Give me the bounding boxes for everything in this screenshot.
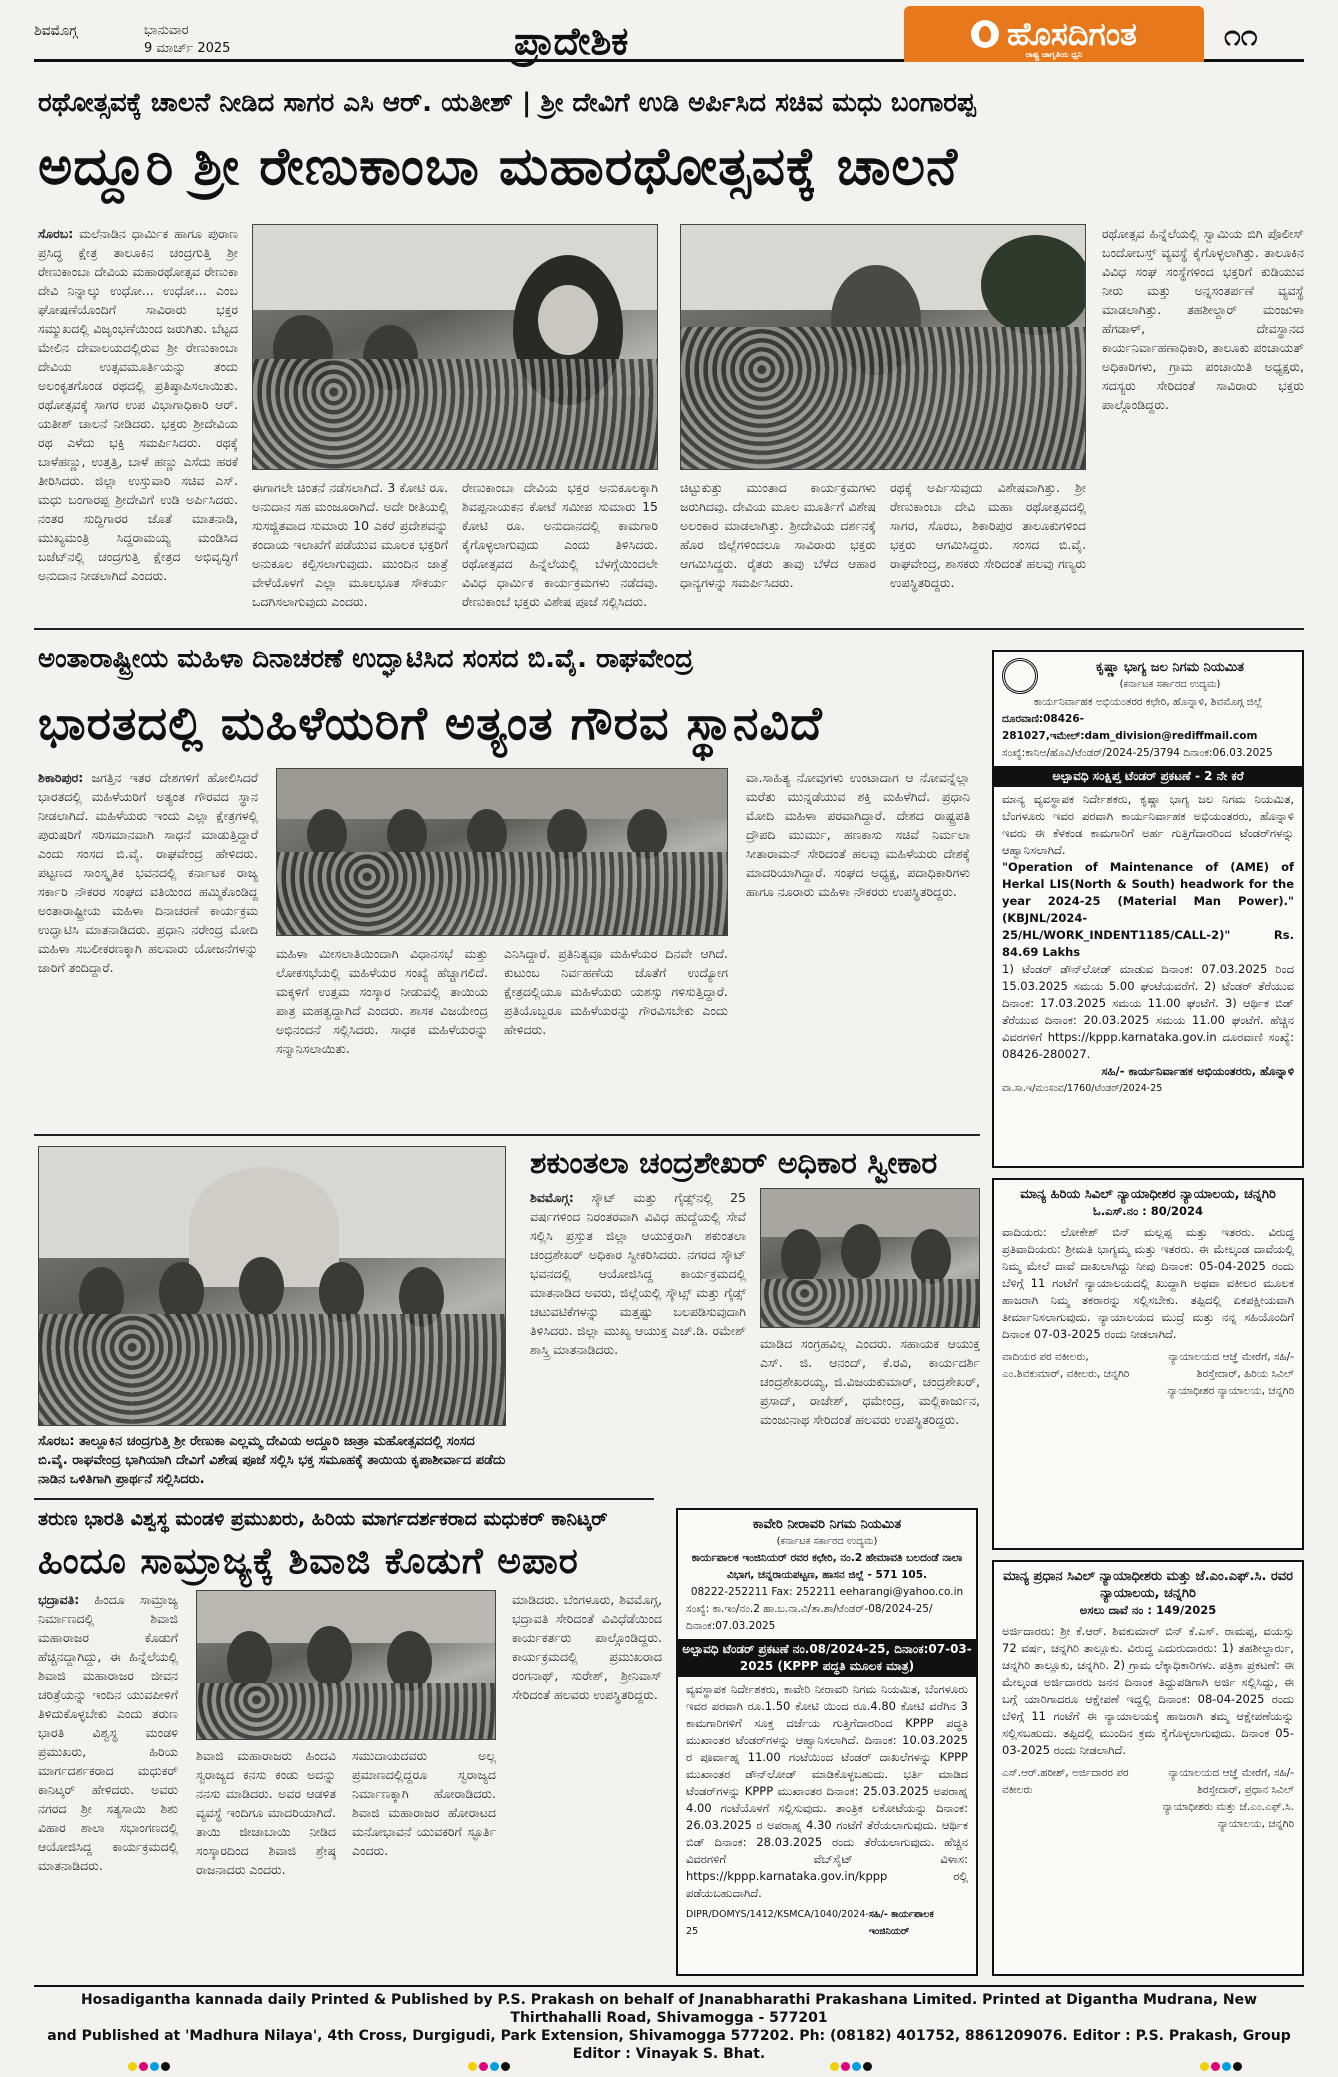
story1-dateline: ಸೊರಬ: (38, 226, 74, 241)
registration-marks (1200, 2062, 1242, 2071)
day-label: ಭಾನುವಾರ (144, 23, 189, 38)
divider (34, 628, 1304, 630)
story4-col1-text: ಹಿಂದೂ ಸಾಮ್ರಾಜ್ಯ ನಿರ್ಮಾಣದಲ್ಲಿ ಶಿವಾಜಿ ಮಹಾರಾಜರ ಕೊಡುಗೆ ಹೆಚ್ಚಿನದ್ದಾಗಿದ್ದು, ಈ ಹಿನ್ನೆಲೆಯಲ್ಲಿ ಶಿವಾಜಿ ಮಹಾರಾಜರ ಜೀವನ ಚರಿತ್ರೆಯನ್ನು ಇಂದಿನ ಯುವಪೀಳಿಗೆ ತಿಳಿದುಕೊಳ್ಳಬೇಕು ಎಂದು ತರುಣ ಭಾರತಿ ವಿಶ್ವಸ್ಥ ಮಂಡಳಿ ಪ್ರಮುಖರು, ಹಿರಿಯ ಮಾರ್ಗದರ್ಶಕರಾದ ಮಧುಕರ್ ಕಾನಿಟ್ಕರ್ ಹೇಳಿದರು. ಅವರು ನಗರದ ಶ್ರೀ ಸತ್ಯಸಾಯಿ ಶಿಶು ವಿಹಾರ ಶಾಲಾ ಸಭಾಂಗಣದಲ್ಲಿ ಆಯೋಜಿಸಿದ್ದ ಕಾರ್ಯಕ್ರಮದಲ್ಲಿ ಮಾತನಾಡಿದರು. (38, 1592, 178, 1873)
photo-womens-day (276, 768, 728, 936)
story2-dateline: ಶಿಕಾರಿಪುರ: (38, 770, 84, 785)
story2-kicker: ಅಂತಾರಾಷ್ಟ್ರೀಯ ಮಹಿಳಾ ದಿನಾಚರಣೆ ಉದ್ಘಾಟಿಸಿದ ಸಂಸದ ಬಿ.ವೈ. ರಾಘವೇಂದ್ರ (38, 644, 694, 674)
story1-column-6: ರಥೋತ್ಸವ ಹಿನ್ನೆಲೆಯಲ್ಲಿ ಸ್ವಾಮಿಯ ಬಿಗಿ ಪೊಲೀಸ್ ಬಂದೋಬಸ್ತ್ ವ್ಯವಸ್ಥೆ ಕೈಗೊಳ್ಳಲಾಗಿತ್ತು. ತಾಲೂಕಿನ ವಿವಿಧ ಸಂಘ ಸಂಸ್ಥೆಗಳಿಂದ ಭಕ್ತರಿಗೆ ಕುಡಿಯುವ ನೀರು ಮತ್ತು ಅನ್ನಸಂತರ್ಪಣೆ ವ್ಯವಸ್ಥೆ ಮಾಡಲಾಗಿತ್ತು. ತಹಶೀಲ್ದಾರ್ ಮಂಜುಳಾ ಹೆಗಡಾಳ್, ದೇವಸ್ಥಾನದ ಕಾರ್ಯನಿರ್ವಾಹಣಾಧಿಕಾರಿ, ತಾಲೂಕು ಪಂಚಾಯತ್ ಅಧಿಕಾರಿಗಳು, ಗ್ರಾಮ ಪಂಚಾಯಿತಿ ಅಧ್ಯಕ್ಷರು, ಸದಸ್ಯರು ಸೇರಿದಂತೆ ಸಾವಿರಾರು ಭಕ್ತರು ಪಾಲ್ಗೊಂಡಿದ್ದರು. (1102, 226, 1304, 412)
tender1-bar: ಅಲ್ಪಾವಧಿ ಸಂಕ್ಷಿಪ್ತ ಟೆಂಡರ್ ಪ್ರಕಟಣೆ - 2 ನೇ ಕರೆ (994, 766, 1302, 787)
photo-scouts-charge (760, 1188, 980, 1328)
tender-notice-kbjnl (992, 650, 1304, 1168)
story1-headline: ಅದ್ದೂರಿ ಶ್ರೀ ರೇಣುಕಾಂಬಾ ಮಹಾರಥೋತ್ಸವಕ್ಕೆ ಚಾಲನೆ (38, 136, 959, 197)
story4-kicker: ತರುಣ ಭಾರತಿ ವಿಶ್ವಸ್ಥ ಮಂಡಳಿ ಪ್ರಮುಖರು, ಹಿರಿಯ ಮಾರ್ಗದರ್ಶಕರಾದ ಮಧುಕರ್ ಕಾನಿಟ್ಕರ್ (38, 1508, 608, 1530)
court-notice-149 (992, 1560, 1304, 1976)
story4-column-4: ಮಾಡಿದರು. ಬೆಂಗಳೂರು, ಶಿವಮೊಗ್ಗ, ಭದ್ರಾವತಿ ಸೇರಿದಂತೆ ವಿವಿಧೆಡೆಯಿಂದ ಕಾರ್ಯಕರ್ತರು ಪಾಲ್ಗೊಂಡಿದ್ದರು. ಕಾರ್ಯಕ್ರಮದಲ್ಲಿ ಪ್ರಮುಖರಾದ ರಂಗನಾಥ್, ಸುರೇಶ್, ಶ್ರೀನಿವಾಸ್ ಸೇರಿದಂತೆ ಹಲವರು ಉಪಸ್ಥಿತರಿದ್ದರು. (512, 1592, 662, 1702)
story3-headline: ಶಕುಂತಲಾ ಚಂದ್ರಶೇಖರ್ ಅಧಿಕಾರ ಸ್ವೀಕಾರ (530, 1146, 938, 1181)
story2-column-4: ವಾ.ಸಾಹಿತ್ಯ ನೋವುಗಳು ಉಂಟಾದಾಗ ಆ ನೋವನ್ನೆಲ್ಲಾ ಮರೆತು ಮುನ್ನಡೆಯುವ ಶಕ್ತಿ ಮಹಿಳೆಗಿದೆ. ಪ್ರಧಾನಿ ಮೋದಿ ಮಹಿಳಾ ಪರವಾಗಿದ್ದಾರೆ. ದೇಶದ ರಾಷ್ಟ್ರಪತಿ ದ್ರೌಪದಿ ಮುರ್ಮು, ಹಣಕಾಸು ಸಚಿವೆ ನಿರ್ಮಲಾ ಸೀತಾರಾಮನ್ ಸೇರಿದಂತೆ ಹಲವು ಮಹಿಳೆಯರು ದೇಶಕ್ಕೆ ಮಾದರಿಯಾಗಿದ್ದಾರೆ. ಸಂಘದ ಅಧ್ಯಕ್ಷ, ಪದಾಧಿಕಾರಿಗಳು ಹಾಗೂ ನೂರಾರು ಮಹಿಳಾ ನೌಕರರು ಉಪಸ್ಥಿತರಿದ್ದರು. (746, 770, 970, 899)
notice2-sign-right: ನ್ಯಾಯಾಲಯದ ಆಜ್ಞೆ ಮೇರೆಗೆ, ಸಹಿ/-ಶಿರಸ್ತೇದಾರ್, ಪ್ರಧಾನ ಸಿವಿಲ್ ನ್ಯಾಯಾಧೀಶರು ಮತ್ತು ಜೆ.ಎಂ.ಎಫ್.ಸಿ. ನ್ಯಾಯಾಲಯ, ಚನ್ನಗಿರಿ (1162, 1767, 1294, 1830)
registration-marks (468, 2062, 510, 2071)
tender1-signature: ಸಹಿ/- ಕಾರ್ಯನಿರ್ವಾಹಕ ಅಭಿಯಂತರರು, ಹೊನ್ನಾಳಿ (1101, 1064, 1294, 1078)
notice2-sign-left: ಎಸ್.ಆರ್.ಹರೀಶ್, ಅರ್ಜಿದಾರರ ಪರ ವಕೀಲರು (1002, 1767, 1129, 1796)
tender1-dates: 1) ಟೆಂಡರ್ ಡೌನ್‌ಲೋಡ್ ಮಾಡುವ ದಿನಾಂಕ: 07.03.2025 ರಿಂದ 15.03.2025 ಸಮಯ 5.00 ಘಂಟೆಯವರೆಗೆ. 2) ಟೆಂಡರ್ ತೆರೆಯುವ ದಿನಾಂಕ: 17.03.2025 ಸಮಯ 11.00 ಘಂಟೆಗೆ. 3) ಆರ್ಥಿಕ ಬಿಡ್ ತೆರೆಯುವ ದಿನಾಂಕ: 20.03.2025 ಸಮಯ 11.00 ಘಂಟೆಗೆ. ಹೆಚ್ಚಿನ ವಿವರಗಳಿಗೆ https://kppp.karnataka.gov.in ದೂರವಾಣಿ ಸಂಖ್ಯೆ: 08426-280027. (1002, 962, 1294, 1061)
notice1-sign-right: ನ್ಯಾಯಾಲಯದ ಆಜ್ಞೆ ಮೇರೆಗೆ, ಸಹಿ/-ಶಿರಸ್ತೇದಾರ್, ಹಿರಿಯ ಸಿವಿಲ್ ನ್ಯಾಯಾಧೀಶರ ನ್ಯಾಯಾಲಯ, ಚನ್ನಗಿರಿ (1167, 1351, 1294, 1397)
divider (34, 1498, 654, 1500)
caption-dateline: ಸೊರಬ: (38, 1434, 75, 1449)
story1-column-1 (38, 224, 238, 616)
tender2-signature: ಸಹಿ/- ಕಾರ್ಯಪಾಲಕ ಇಂಜಿನಿಯರ್ (868, 1909, 934, 1937)
tender2-office: ಕಾರ್ಯಪಾಲಕ ಇಂಜಿನಿಯರ್ ರವರ ಕಛೇರಿ, ನಂ.2 ಹೇಮಾವತಿ ಬಲದಂಡೆ ನಾಲಾ ವಿಭಾಗ, ಚನ್ನರಾಯಪಟ್ಟಣ, ಹಾಸನ ಜಿಲ್ಲೆ - 571 105. (691, 1552, 963, 1581)
tender1-phone: ದೂರವಾಣಿ:08426-281027,ಇಮೇಲ್:dam_division@rediffmail.com (1002, 713, 1258, 742)
tender1-header (1002, 658, 1294, 694)
story1-col1-text: ಮಲೆನಾಡಿನ ಧಾರ್ಮಿಕ ಹಾಗೂ ಪುರಾಣ ಪ್ರಸಿದ್ಧ ಕ್ಷೇತ್ರ ತಾಲೂಕಿನ ಚಂದ್ರಗುತ್ತಿ ಶ್ರೀ ರೇಣುಕಾಂಬಾ ದೇವಿಯ ಮಹಾರಥೋತ್ಸವ ರೇಣುಕಾ ದೇವಿ ನಿನ್ನಾಲ್ಕು ಉಧೋ... ಉಧೋ... ಎಂಬ ಘೋಷಣೆಯೊಂದಿಗೆ ಸಾವಿರಾರು ಭಕ್ತರ ಸಮ್ಮುಖದಲ್ಲಿ ವಿಜೃಂಭಣೆಯಿಂದ ಜರುಗಿತು. ಬೆಟ್ಟದ ಮೇಲಿನ ದೇವಾಲಯದಲ್ಲಿರುವ ಶ್ರೀ ರೇಣುಕಾಂಬಾ ದೇವಿಯ ಉತ್ಸವಮೂರ್ತಿಯನ್ನು ತಂದು ಅಲಂಕೃತಗೊಂಡ ರಥದಲ್ಲಿ ಪ್ರತಿಷ್ಠಾಪಿಸಲಾಯಿತು. ರಥೋತ್ಸವಕ್ಕೆ ಸಾಗರ ಉಪ ವಿಭಾಗಾಧಿಕಾರಿ ಆರ್. ಯತೀಶ್ ಚಾಲನೆ ನೀಡಿದರು. ಭಕ್ತರು ಶ್ರೀದೇವಿಯ ರಥ ಎಳೆದು ಭಕ್ತಿ ಸಮರ್ಪಿಸಿದರು. ರಥಕ್ಕೆ ಬಾಳೆಹಣ್ಣು, ಉತ್ತತ್ತಿ, ಬಾಳೆ ಹಣ್ಣು ಎಸೆದು ಹರಕೆ ತೀರಿಸಿದರು. ಜಿಲ್ಲಾ ಉಸ್ತುವಾರಿ ಸಚಿವ ಎಸ್. ಮಧು ಬಂಗಾರಪ್ಪ ಶ್ರೀದೇವಿಗೆ ಉಡಿ ಅರ್ಪಿಸಿದರು. ನಂತರ ಸುದ್ದಿಗಾರರ ಜೊತೆ ಮಾತನಾಡಿ, ಮುಖ್ಯಮಂತ್ರಿ ಸಿದ್ದರಾಮಯ್ಯ ಮಂಡಿಸಿದ ಬಜೆಟ್‌ನಲ್ಲಿ ಚಂದ್ರಗುತ್ತಿ ಕ್ಷೇತ್ರದ ಅಭಿವೃದ್ಧಿಗೆ ಅನುದಾನ ನೀಡಲಾಗಿದೆ ಎಂದರು. (38, 226, 238, 583)
notice2-case: ಅಸಲು ದಾವೆ ನಂ : 149/2025 (1079, 1603, 1217, 1617)
registration-marks (128, 2062, 170, 2071)
story2-headline: ಭಾರತದಲ್ಲಿ ಮಹಿಳೆಯರಿಗೆ ಅತ್ಯಂತ ಗೌರವ ಸ್ಥಾನವಿದೆ (38, 696, 823, 750)
story3-column-1 (530, 1188, 746, 1488)
notice2-court: ಮಾನ್ಯ ಪ್ರಧಾನ ಸಿವಿಲ್ ನ್ಯಾಯಾಧೀಶರು ಮತ್ತು ಜೆ.ಎಂ.ಎಫ್.ಸಿ. ರವರ ನ್ಯಾಯಾಲಯ, ಚನ್ನಗಿರಿ (1002, 1569, 1294, 1601)
tender-notice-cnnl (676, 1508, 978, 1976)
emblem-icon (1002, 658, 1038, 694)
paper-logo[interactable] (904, 6, 1204, 62)
story2-column-3: ಎನಿಸಿದ್ದಾರೆ. ಪ್ರತಿನಿತ್ಯವೂ ಮಹಿಳೆಯರ ದಿನವೇ ಆಗಿದೆ. ಕುಟುಂಬ ನಿರ್ವಹಣೆಯ ಜೊತೆಗೆ ಉದ್ಯೋಗ ಕ್ಷೇತ್ರದಲ್ಲಿಯೂ ಮಹಿಳೆಯರು ಯಶಸ್ಸು ಗಳಿಸುತ್ತಿದ್ದಾರೆ. ಪ್ರತಿಯೊಬ್ಬರೂ ಮಹಿಳೆಯರನ್ನು ಗೌರವಿಸಬೇಕು ಎಂದು ಹೇಳಿದರು. (504, 946, 728, 1037)
tender2-text: ವ್ಯವಸ್ಥಾಪಕ ನಿರ್ದೇಶಕರು, ಕಾವೇರಿ ನೀರಾವರಿ ನಿಗಮ ನಿಯಮಿತ, ಬೆಂಗಳೂರು ಇವರ ಪರವಾಗಿ ರೂ.1.50 ಕೋಟಿ ಯಿಂದ ರೂ.4.80 ಕೋಟಿ ವರೆಗಿನ 3 ಕಾಮಗಾರಿಗಳಿಗೆ ಸೂಕ್ತ ದರ್ಜೆಯ ಗುತ್ತಿಗೆದಾರರಿಂದ KPPP ಪದ್ಧತಿ ಮುಖಾಂತರ ಟೆಂಡರ್‌ಗಳನ್ನು ಆಹ್ವಾನಿಸಲಾಗಿದೆ. ದಿನಾಂಕ: 10.03.2025 ರ ಪೂರ್ವಾಹ್ನ 11.00 ಗಂಟೆಯಿಂದ ಟೆಂಡರ್ ದಾಖಲೆಗಳನ್ನು KPPP ಮುಖಾಂತರ ಡೌನ್‌ಲೋಡ್ ಮಾಡಿಕೊಳ್ಳಬಹುದು. ಭರ್ತಿ ಮಾಡಿದ ಟೆಂಡರ್‌ಗಳನ್ನು KPPP ಮುಖಾಂತರ ದಿನಾಂಕ: 25.03.2025 ಅಪರಾಹ್ನ 4.00 ಗಂಟೆಯೊಳಗೆ ಸಲ್ಲಿಸುವುದು. ತಾಂತ್ರಿಕ ಲಕೋಟೆಯನ್ನು ದಿನಾಂಕ: 26.03.2025 ರ ಅಪರಾಹ್ನ 4.30 ಗಂಟೆಗೆ ತೆರೆಯಲಾಗುವುದು. ಆರ್ಥಿಕ ಬಿಡ್ ದಿನಾಂಕ: 28.03.2025 ರಂದು ತೆರೆಯಲಾಗುವುದು. ಹೆಚ್ಚಿನ ವಿವರಗಳಿಗೆ ವೆಬ್‌ಸೈಟ್ ವಿಳಾಸ: https://kppp.karnataka.gov.in/kppp ರಲ್ಲಿ ಪಡೆಯಬಹುದಾಗಿದೆ. (686, 1682, 968, 1900)
notice2-signatures (1002, 1765, 1294, 1833)
notice1-sign-left: ವಾದಿಯರ ಪರ ವಕೀಲರು, ಎಂ.ಶಿವಕುಮಾರ್, ವಕೀಲರು, ಚನ್ನಗಿರಿ (1002, 1351, 1130, 1380)
photo-chariot-crowd (680, 224, 1086, 470)
tender1-ref: ಸಂಖ್ಯೆ:ಕಾನಿಅ/ಹೊವಿ/ಟೆಂಡರ್/2024-25/3794 ದಿನಾಂಕ:06.03.2025 (1002, 747, 1273, 759)
story2-column-2: ಮಹಿಳಾ ಮೀಸಲಾತಿಯಿಂದಾಗಿ ವಿಧಾನಸಭೆ ಮತ್ತು ಲೋಕಸಭೆಯಲ್ಲಿ ಮಹಿಳೆಯರ ಸಂಖ್ಯೆ ಹೆಚ್ಚಾಗಲಿದೆ. ಮಕ್ಕಳಿಗೆ ಉತ್ತಮ ಸಂಸ್ಕಾರ ನೀಡುವಲ್ಲಿ ತಾಯಿಯ ಪಾತ್ರ ಮಹತ್ವದ್ದಾಗಿದೆ ಎಂದರು. ಶಾಸಕ ವಿಜಯೇಂದ್ರ ಅಭಿನಂದನೆ ಸಲ್ಲಿಸಿದರು. ಸಾಧಕ ಮಹಿಳೆಯರನ್ನು ಸನ್ಮಾನಿಸಲಾಯಿತು. (276, 946, 488, 1056)
tender1-text: ಮಾನ್ಯ ವ್ಯವಸ್ಥಾಪಕ ನಿರ್ದೇಶಕರು, ಕೃಷ್ಣಾ ಭಾಗ್ಯ ಜಲ ನಿಗಮ ನಿಯಮಿತ, ಬೆಂಗಳೂರು ಇವರ ಪರವಾಗಿ ಕಾರ್ಯನಿರ್ವಾಹಕ ಅಭಿಯಂತರರು, ಹೊನ್ನಾಳಿ ಇವರು ಈ ಕೆಳಕಂಡ ಕಾಮಗಾರಿಗೆ ಅರ್ಹ ಗುತ್ತಿಗೆದಾರರಿಂದ ಟೆಂಡರ್‌ಗಳನ್ನು ಆಹ್ವಾನಿಸಲಾಗಿದೆ. (1002, 792, 1294, 857)
story1-column-4: ಚಿಟ್ಟುಕುತ್ತು ಮುಂತಾದ ಕಾರ್ಯಕ್ರಮಗಳು ಜರುಗಿದವು. ದೇವಿಯ ಮೂಲ ಮೂರ್ತಿಗೆ ವಿಶೇಷ ಅಲಂಕಾರ ಮಾಡಲಾಗಿತ್ತು. ಶ್ರೀದೇವಿಯ ದರ್ಶನಕ್ಕೆ ಹೊರ ಜಿಲ್ಲೆಗಳಿಂದಲೂ ಸಾವಿರಾರು ಭಕ್ತರು ಆಗಮಿಸಿದ್ದರು. ರೈತರು ತಾವು ಬೆಳೆದ ಆಹಾರ ಧಾನ್ಯಗಳನ್ನು ಸಮರ್ಪಿಸಿದರು. (680, 480, 876, 590)
location-label: ಶಿವಮೊಗ್ಗ (34, 23, 78, 39)
story1-column-5: ರಥಕ್ಕೆ ಅರ್ಪಿಸುವುದು ವಿಶೇಷವಾಗಿತ್ತು. ಶ್ರೀ ರೇಣುಕಾಂಬಾ ದೇವಿ ಮಹಾ ರಥೋತ್ಸವದಲ್ಲಿ ಸಾಗರ, ಸೊರಬ, ಶಿಕಾರಿಪುರ ತಾಲೂಕುಗಳಿಂದ ಭಕ್ತರು ಆಗಮಿಸಿದ್ದರು. ಸಂಸದ ಬಿ.ವೈ. ರಾಘವೇಂದ್ರ, ಶಾಸಕರು ಸೇರಿದಂತೆ ಹಲವು ಗಣ್ಯರು ಉಪಸ್ಥಿತರಿದ್ದರು. (890, 480, 1086, 590)
tender2-bar: ಅಲ್ಪಾವಧಿ ಟೆಂಡರ್ ಪ್ರಕಟಣೆ ನಂ.08/2024-25, ದಿನಾಂಕ:07-03-2025 (KPPP ಪದ್ಧತಿ ಮೂಲಕ ಮಾತ್ರ) (678, 1639, 976, 1677)
notice1-signatures (1002, 1349, 1294, 1400)
paper-tagline: ರಾಷ್ಟ್ರ ಜಾಗೃತಿಯ ಧ್ವನಿ (1025, 50, 1083, 59)
notice1-court: ಮಾನ್ಯ ಹಿರಿಯ ಸಿವಿಲ್ ನ್ಯಾಯಾಧೀಶರ ನ್ಯಾಯಾಲಯ, ಚನ್ನಗಿರಿ (1020, 1187, 1276, 1202)
photo-mp-at-temple (38, 1146, 506, 1426)
page-footer (34, 1985, 1304, 2063)
lamp-icon (971, 20, 999, 48)
story2-col1-text: ಜಗತ್ತಿನ ಇತರ ದೇಶಗಳಿಗೆ ಹೋಲಿಸಿದರೆ ಭಾರತದಲ್ಲಿ ಮಹಿಳೆಯರಿಗೆ ಅತ್ಯಂತ ಗೌರವದ ಸ್ಥಾನ ನೀಡಲಾಗಿದೆ. ಮಹಿಳೆಯರು ಇಂದು ಎಲ್ಲಾ ಕ್ಷೇತ್ರಗಳಲ್ಲಿ ಪುರುಷರಿಗೆ ಸರಿಸಮಾನವಾಗಿ ಸಾಧನೆ ಮಾಡುತ್ತಿದ್ದಾರೆ ಎಂದು ಸಂಸದ ಬಿ.ವೈ. ರಾಘವೇಂದ್ರ ಹೇಳಿದರು. ಪಟ್ಟಣದ ಸಾಂಸ್ಕೃತಿಕ ಭವನದಲ್ಲಿ ಕರ್ನಾಟಕ ರಾಜ್ಯ ಸರ್ಕಾರಿ ನೌಕರರ ಸಂಘದ ವತಿಯಿಂದ ಹಮ್ಮಿಕೊಂಡಿದ್ದ ಅಂತಾರಾಷ್ಟ್ರೀಯ ಮಹಿಳಾ ದಿನಾಚರಣೆ ಕಾರ್ಯಕ್ರಮ ಉದ್ಘಾಟಿಸಿ ಮಾತನಾಡಿದರು. ಪ್ರಧಾನಿ ನರೇಂದ್ರ ಮೋದಿ ಮಹಿಳಾ ಸಬಲೀಕರಣಕ್ಕಾಗಿ ಹಲವಾರು ಯೋಜನೆಗಳನ್ನು ಜಾರಿಗೆ ತಂದಿದ್ದಾರೆ. (38, 770, 258, 975)
court-notice-os-80 (992, 1178, 1304, 1550)
footer-line-2: and Published at 'Madhura Nilaya', 4th Cross, Durgigudi, Park Extension, Shivamogga 577202. Ph: (08182) 401752, 8861209076. Editor : P.S. Prakash, Group Editor : Vinayak S. Bhat. (47, 2028, 1291, 2062)
story4-column-2: ಶಿವಾಜಿ ಮಹಾರಾಜರು ಹಿಂದವಿ ಸ್ವರಾಜ್ಯದ ಕನಸು ಕಂಡು ಅದನ್ನು ನನಸು ಮಾಡಿದರು. ಅವರ ಆಡಳಿತ ವ್ಯವಸ್ಥೆ ಇಂದಿಗೂ ಮಾದರಿಯಾಗಿದೆ. ತಾಯಿ ಜೀಜಾಬಾಯಿ ನೀಡಿದ ಸಂಸ್ಕಾರದಿಂದ ಶಿವಾಜಿ ಶ್ರೇಷ್ಠ ರಾಜನಾದರು ಎಂದರು. (196, 1748, 336, 1877)
photo-shivaji-event (196, 1590, 496, 1740)
story3-dateline: ಶಿವಮೊಗ್ಗ: (530, 1190, 574, 1205)
tender2-org-sub: (ಕರ್ನಾಟಕ ಸರ್ಕಾರದ ಉದ್ಯಮ) (776, 1536, 878, 1547)
page-number: ೧೧ (1224, 18, 1258, 53)
story3-column-2: ಮಾಡಿದ ಸಂಗ್ರಹವಿಲ್ಲ ಎಂದರು. ಸಹಾಯಕ ಆಯುಕ್ತ ಎಸ್. ಜಿ. ಆನಂದ್, ಕೆ.ರವಿ, ಕಾರ್ಯದರ್ಶಿ ಚಂದ್ರಶೇಖರಯ್ಯ, ಜಿ.ವಿಜಯಕುಮಾರ್, ಚಂದ್ರಶೇಖರ್, ಪ್ರಸಾದ್, ರಾಜೇಶ್, ಧಮೇಂದ್ರ, ಮಲ್ಲಿಕಾರ್ಜುನ, ಮಂಜುನಾಥ ಸೇರಿದಂತೆ ಹಲವರು ಉಪಸ್ಥಿತರಿದ್ದರು. (760, 1336, 980, 1427)
story1-column-2: ಈಗಾಗಲೇ ಚಿಂತನೆ ನಡೆಸಲಾಗಿದೆ. 3 ಕೋಟಿ ರೂ. ಅನುದಾನ ಸಹ ಮಂಜೂರಾಗಿದೆ. ಅದೇ ರೀತಿಯಲ್ಲಿ ಸುಸಜ್ಜಿತವಾದ ಸುಮಾರು 10 ಎಕರೆ ಪ್ರದೇಶವನ್ನು ಕಂದಾಯ ಇಲಾಖೆಗೆ ಪಡೆಯುವ ಮೂಲಕ ಭಕ್ತರಿಗೆ ಅನುಕೂಲ ಕಲ್ಪಿಸಲಾಗುವುದು. ಮುಂದಿನ ಜಾತ್ರೆ ವೇಳೆಯೊಳಗೆ ಎಲ್ಲಾ ಮೂಲಭೂತ ಸೌಕರ್ಯ ಒದಗಿಸಲಾಗುವುದು ಎಂದರು. (252, 480, 448, 609)
story1-column-3: ರೇಣುಕಾಂಬಾ ದೇವಿಯ ಭಕ್ತರ ಅನುಕೂಲಕ್ಕಾಗಿ ಶಿವಪ್ಪನಾಯಕನ ಕೋಟೆ ಸಮೀಪ ಸುಮಾರು 15 ಕೋಟಿ ರೂ. ಅನುದಾನದಲ್ಲಿ ಕಾಮಗಾರಿ ಕೈಗೊಳ್ಳಲಾಗುವುದು ಎಂದು ತಿಳಿಸಿದರು. ರಥೋತ್ಸವದ ಹಿನ್ನೆಲೆಯಲ್ಲಿ ಬೆಳಗ್ಗೆಯಿಂದಲೇ ವಿವಿಧ ಧಾರ್ಮಿಕ ಕಾರ್ಯಕ್ರಮಗಳು ನಡೆದವು. ರೇಣುಕಾಂಬೆ ಭಕ್ತರು ವಿಶೇಷ ಪೂಜೆ ಸಲ್ಲಿಸಿದರು. (462, 480, 658, 609)
tender2-phone: 08222-252211 Fax: 252211 eeharangi@yahoo.co.in (690, 1586, 964, 1598)
story4-column-1 (38, 1590, 178, 1975)
date-label: 9 ಮಾರ್ಚ್ 2025 (144, 41, 231, 56)
tender1-dip: ವಾ.ಸಾ.ಇ/ಮಂಸಂವ/1760/ಟೆಂಡರ್/2024-25 (1002, 1083, 1163, 1094)
paper-name: ಹೊಸದಿಗಂತ (1007, 14, 1137, 53)
tender2-ref: ಸಂಖ್ಯೆ: ಕಾ.ಇಂ/ನಂ.2 ಹಾ.ಬ.ನಾ.ವಿ/ತಾ.ಶಾ/ಟೆಂಡರ್-08/2024-25/ದಿನಾಂಕ:07.03.2025 (686, 1603, 933, 1632)
story3-col1-text: ಸ್ಕೌಟ್ ಮತ್ತು ಗೈಡ್ಸ್‌ನಲ್ಲಿ 25 ವರ್ಷಗಳಿಂದ ನಿರಂತರವಾಗಿ ವಿವಿಧ ಹುದ್ದೆಯಲ್ಲಿ ಸೇವೆ ಸಲ್ಲಿಸಿ ಪ್ರಸ್ತುತ ಜಿಲ್ಲಾ ಆಯುಕ್ತರಾಗಿ ಶಕುಂತಲಾ ಚಂದ್ರಶೇಖರ್ ಅಧಿಕಾರ ಸ್ವೀಕರಿಸಿದರು. ನಗರದ ಸ್ಕೌಟ್ ಭವನದಲ್ಲಿ ಆಯೋಜಿಸಿದ್ದ ಕಾರ್ಯಕ್ರಮದಲ್ಲಿ ಮಾತನಾಡಿದ ಅವರು, ಜಿಲ್ಲೆಯಲ್ಲಿ ಸ್ಕೌಟ್ಸ್ ಮತ್ತು ಗೈಡ್ಸ್ ಚಟುವಟಿಕೆಗಳನ್ನು ಮತ್ತಷ್ಟು ಬಲಪಡಿಸುವುದಾಗಿ ತಿಳಿಸಿದರು. ಜಿಲ್ಲಾ ಮುಖ್ಯ ಆಯುಕ್ತ ಎಚ್.ಡಿ. ರಮೇಶ್ ಶಾಸ್ತ್ರಿ ಮಾತನಾಡಿದರು. (530, 1190, 746, 1357)
story4-column-3: ಸಮುದಾಯದವರು ಅಲ್ಲ ಪ್ರಮಾಣದಲ್ಲಿದ್ದರೂ ಸ್ವರಾಜ್ಯದ ನಿರ್ಮಾಣಕ್ಕಾಗಿ ಹೋರಾಡಿದರು. ಶಿವಾಜಿ ಮಹಾರಾಜರ ಹೋರಾಟದ ಮನೋಭಾವನೆ ಯುವಕರಿಗೆ ಸ್ಫೂರ್ತಿ ಎಂದರು. (352, 1748, 496, 1858)
tender1-work: "Operation of Maintenance of (AME) of Herkal LIS(North & South) headwork for the year 2024-25 (Material Man Power)." (KBJNL/2024-25/HL/WORK_INDENT1185/CALL-2)" Rs. 84.69 Lakhs (1002, 860, 1294, 959)
divider (34, 1134, 980, 1136)
photo-caption (38, 1432, 506, 1492)
caption-text: ತಾಲ್ಲೂಕಿನ ಚಂದ್ರಗುತ್ತಿ ಶ್ರೀ ರೇಣುಕಾ ಎಲ್ಲಮ್ಮ ದೇವಿಯ ಅದ್ದೂರಿ ಜಾತ್ರಾ ಮಹೋತ್ಸವದಲ್ಲಿ ಸಂಸದ ಬಿ.ವೈ. ರಾಘವೇಂದ್ರ ಭಾಗಿಯಾಗಿ ದೇವಿಗೆ ವಿಶೇಷ ಪೂಜೆ ಸಲ್ಲಿಸಿ ಭಕ್ತ ಸಮೂಹಕ್ಕೆ ತಾಯಿಯ ಕೃಪಾಶೀರ್ವಾದ ಪಡೆದು ನಾಡಿನ ಒಳಿತಿಗಾಗಿ ಪ್ರಾರ್ಥನೆ ಸಲ್ಲಿಸಿದರು. (38, 1434, 506, 1487)
footer-line-1: Hosadigantha kannada daily Printed & Published by P.S. Prakash on behalf of Jnanabharathi Prakashana Limited. Printed at Digantha Mudrana, New Thirthahalli Road, Shivamogga - 577201 (80, 1992, 1258, 2026)
story4-dateline: ಭದ್ರಾವತಿ: (38, 1592, 80, 1607)
story2-column-1 (38, 768, 258, 1123)
tender2-footer (686, 1906, 968, 1940)
tender1-org-sub: (ಕರ್ನಾಟಕ ಸರ್ಕಾರದ ಉದ್ಯಮ) (1119, 679, 1221, 690)
notice1-case: ಓ.ಎಸ್.ನಂ : 80/2024 (1093, 1204, 1203, 1218)
registration-marks (830, 2062, 872, 2071)
story1-kicker: ರಥೋತ್ಸವಕ್ಕೆ ಚಾಲನೆ ನೀಡಿದ ಸಾಗರ ಎಸಿ ಆರ್. ಯತೀಶ್ | ಶ್ರೀ ದೇವಿಗೆ ಉಡಿ ಅರ್ಪಿಸಿದ ಸಚಿವ ಮಧು ಬಂಗಾರಪ್ಪ (38, 88, 976, 118)
page-header (34, 14, 1304, 63)
section-title: ಪ್ರಾದೇಶಿಕ (514, 18, 629, 63)
date-block (144, 22, 230, 58)
tender1-office: ಕಾರ್ಯನಿರ್ವಾಹಕ ಅಭಿಯಂತರರ ಕಛೇರಿ, ಹೊನ್ನಾಳಿ, ಶಿವಮೊಗ್ಗ ಜಿಲ್ಲೆ (1033, 696, 1263, 708)
photo-goddess-idol (252, 224, 658, 470)
notice2-text: ಅರ್ಜಿದಾರರು: ಶ್ರೀ ಕೆ.ಆರ್. ಶಿವಕುಮಾರ್ ಬಿನ್ ಕೆ.ಎಸ್. ರಾಮಪ್ಪ, ವಯಸ್ಸು 72 ವರ್ಷ, ಚನ್ನಗಿರಿ ತಾಲ್ಲೂಕು. ವಿರುದ್ಧ ಎದುರುದಾರರು: 1) ತಹಶೀಲ್ದಾರ್ರು, ಚನ್ನಗಿರಿ ತಾಲ್ಲೂಕು, ಚನ್ನಗಿರಿ. 2) ಗ್ರಾಮ ಲೆಕ್ಕಾಧಿಕಾರಿಗಳು. ಪತ್ರಿಕಾ ಪ್ರಕಟಣೆ: ಈ ಮೇಲ್ಕಂಡ ಅರ್ಜಿದಾರರು ಜನನ ದಿನಾಂಕ ತಿದ್ದುಪಡಿಗಾಗಿ ಅರ್ಜಿ ಸಲ್ಲಿಸಿದ್ದು, ಈ ಬಗ್ಗೆ ಯಾರಿಗಾದರೂ ಆಕ್ಷೇಪಣೆ ಇದ್ದಲ್ಲಿ ದಿನಾಂಕ: 08-04-2025 ರಂದು ಬೆಳಿಗ್ಗೆ 11 ಗಂಟೆಗೆ ಈ ನ್ಯಾಯಾಲಯಕ್ಕೆ ಹಾಜರಾಗಿ ತಮ್ಮ ಆಕ್ಷೇಪಣೆಯನ್ನು ಸಲ್ಲಿಸಬಹುದು. ತಪ್ಪಿದಲ್ಲಿ ಮುಂದಿನ ಕ್ರಮ ಕೈಗೊಳ್ಳಲಾಗುವುದು. ದಿನಾಂಕ 05-03-2025 ರಂದು ನೀಡಲಾಗಿದೆ. (1002, 1624, 1294, 1757)
tender1-org: ಕೃಷ್ಣಾ ಭಾಗ್ಯ ಜಲ ನಿಗಮ ನಿಯಮಿತ (1095, 660, 1245, 675)
tender2-org: ಕಾವೇರಿ ನೀರಾವರಿ ನಿಗಮ ನಿಯಮಿತ (752, 1517, 902, 1532)
notice1-text: ವಾದಿಯರು: ಲೋಕೇಶ್ ಬಿನ್ ಮಲ್ಲಪ್ಪ ಮತ್ತು ಇತರರು. ವಿರುದ್ಧ ಪ್ರತಿವಾದಿಯರು: ಶ್ರೀಮತಿ ಭಾಗ್ಯಮ್ಮ ಮತ್ತು ಇತರರು. ಈ ಮೇಲ್ಕಂಡ ದಾವೆಯಲ್ಲಿ ನಿಮ್ಮ ಮೇಲೆ ದಾವೆ ದಾಖಲಾಗಿದ್ದು ನೀವು ದಿನಾಂಕ: 05-04-2025 ರಂದು ಬೆಳಿಗ್ಗೆ 11 ಗಂಟೆಗೆ ನ್ಯಾಯಾಲಯದಲ್ಲಿ ಖುದ್ದಾಗಿ ಅಥವಾ ವಕೀಲರ ಮೂಲಕ ಹಾಜರಾಗಿ ನಿಮ್ಮ ತಕರಾರನ್ನು ಸಲ್ಲಿಸಬೇಕು. ತಪ್ಪಿದಲ್ಲಿ ಏಕಪಕ್ಷೀಯವಾಗಿ ತೀರ್ಮಾನಿಸಲಾಗುವುದು. ನ್ಯಾಯಾಲಯದ ಮುದ್ರೆ ಮತ್ತು ನನ್ನ ಸಹಿಯೊಂದಿಗೆ ದಿನಾಂಕ 07-03-2025 ರಂದು ನೀಡಲಾಗಿದೆ. (1002, 1225, 1294, 1341)
tender2-dip: DIPR/DOMYS/1412/KSMCA/1040/2024-25 (686, 1909, 869, 1937)
story4-headline: ಹಿಂದೂ ಸಾಮ್ರಾಜ್ಯಕ್ಕೆ ಶಿವಾಜಿ ಕೊಡುಗೆ ಅಪಾರ (38, 1540, 579, 1582)
